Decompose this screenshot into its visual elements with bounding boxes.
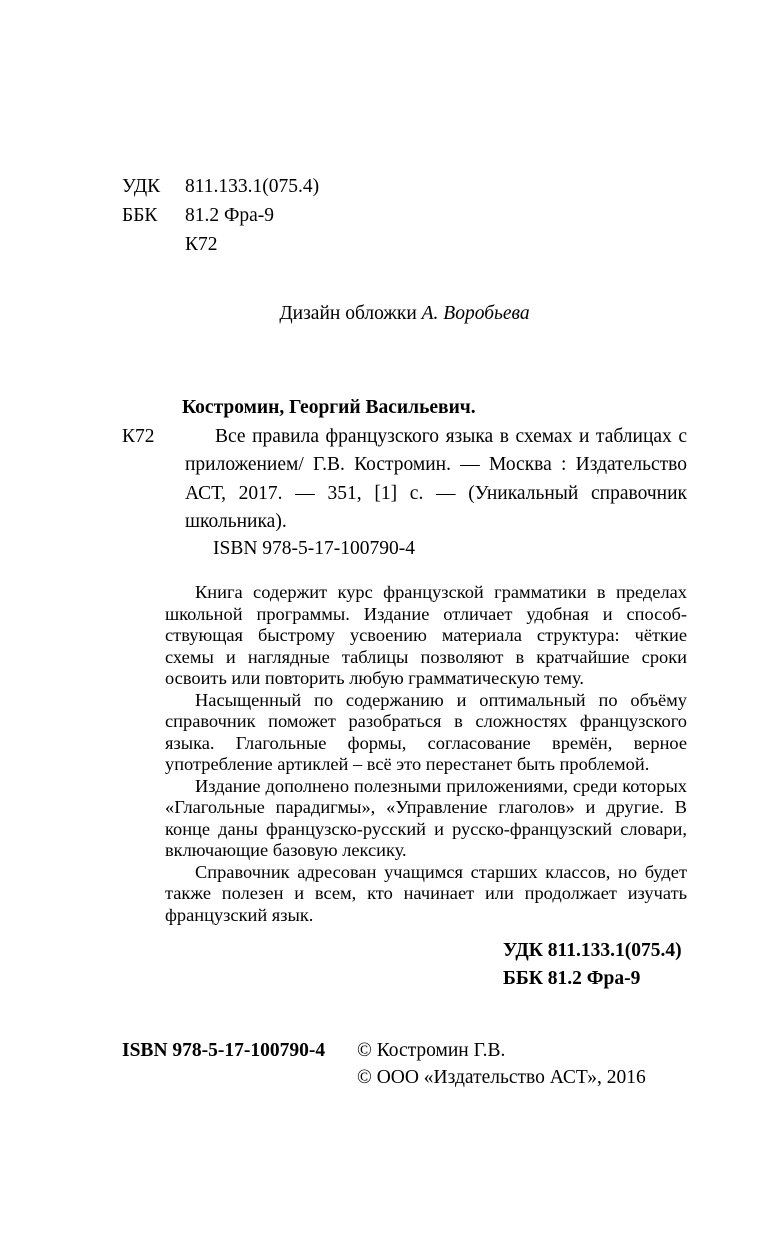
author-sign-catalog: К72	[122, 425, 155, 447]
author-heading: Костромин, Георгий Васильевич.	[182, 397, 476, 418]
copyright-author: © Костромин Г.В.	[357, 1040, 506, 1061]
imprint-isbn: ISBN 978-5-17-100790-4	[122, 1040, 326, 1061]
udk-row	[122, 172, 319, 201]
classification-codes-bottom	[503, 937, 682, 992]
udk-value: 811.133.1(075.4)	[185, 176, 320, 197]
udk-bottom: УДК 811.133.1(075.4)	[503, 940, 682, 961]
bbk-bottom: ББК 81.2 Фра-9	[503, 967, 641, 989]
annotation	[165, 582, 687, 926]
classification-codes-top	[122, 172, 319, 259]
annotation-paragraph: Издание дополнено полезными приложениями, среди которых «Глагольные парадигмы», «Управление глаголов» и другие. В конце даны французско-русский и русско-французский словари, включающие базовую лексику.	[165, 775, 687, 860]
bbk-label: ББК	[122, 205, 158, 226]
annotation-paragraph: Книга содержит курс французской грамматики в пределах школьной программы. Издание отличает удобная и способствующая быстрому усвоению материала структура: чёткие схемы и наглядные таблицы позволяют в кратчайшие сроки освоить или повторить любую грамматическую тему.	[165, 582, 687, 688]
catalog-entry	[122, 394, 687, 537]
annotation-paragraph: Насыщенный по содержанию и оптимальный по объёму справочник поможет разобраться в сложностях французского языка. Глагольные формы, согласование времён, верное употребление артиклей – всё это перестанет быть проблемой.	[165, 689, 687, 774]
cover-design-credit	[122, 301, 687, 327]
bbk-row	[122, 201, 319, 230]
author-sign-row	[122, 230, 319, 259]
bbk-value: 81.2 Фра-9	[185, 205, 275, 226]
imprint-block	[122, 1038, 687, 1091]
udk-label: УДК	[122, 176, 161, 197]
copyright-publisher: © ООО «Издательство АСТ», 2016	[357, 1066, 646, 1088]
cover-designer-name: А. Воробьева	[421, 303, 530, 324]
catalog-description-row	[122, 423, 687, 537]
annotation-paragraph: Справочник адресован учащимся старших классов, но будет также полезен и всем, кто начинает или продолжает изучать французский язык.	[165, 861, 687, 925]
catalog-description: Все правила французского языка в схемах и таблицах с приложением/ Г.В. Костромин. — Москва : Издательство АСТ, 2017. — 351, [1] с. — (Уникальный справочник школьника).	[185, 425, 687, 533]
isbn-statement: ISBN 978-5-17-100790-4	[213, 538, 416, 559]
author-sign-top: К72	[185, 234, 218, 255]
copyright-lines	[357, 1038, 687, 1091]
cover-design-label: Дизайн обложки	[279, 303, 417, 324]
author-sign-spacer	[122, 230, 185, 259]
